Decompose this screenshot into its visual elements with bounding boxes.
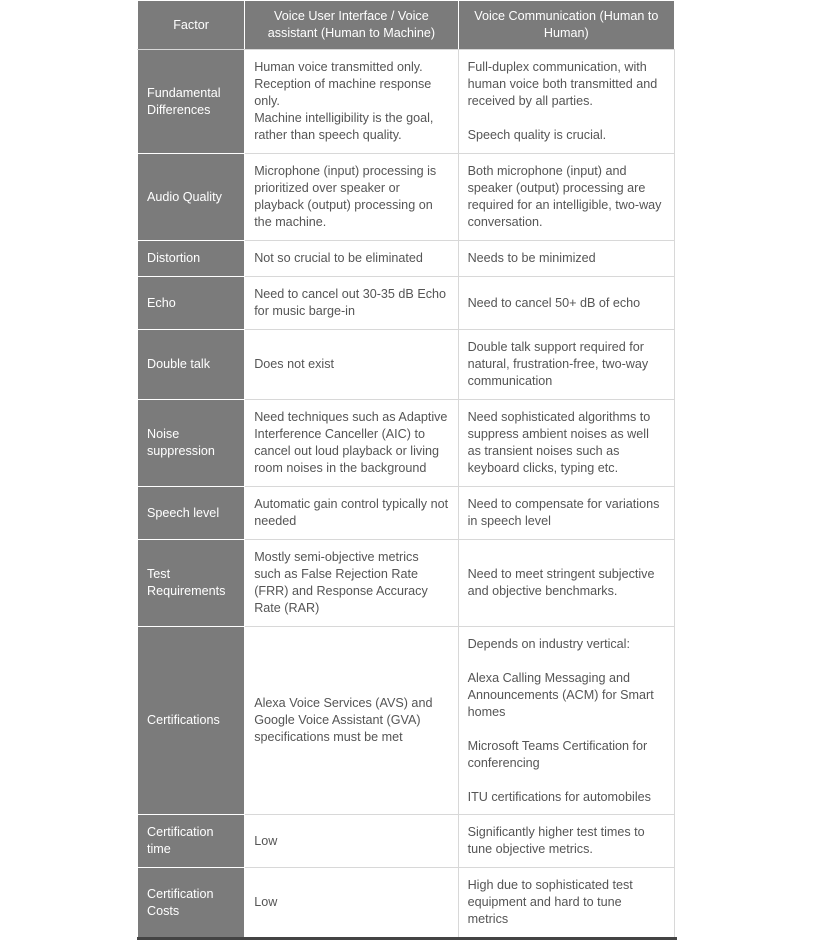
row-vui-cell: Human voice transmitted only. Reception of machine response only. Machine intelligibility is the goal, rather than speech quality. (245, 50, 458, 154)
row-vc-cell: Need to compensate for variations in speech level (458, 487, 674, 540)
row-vui-cell: Alexa Voice Services (AVS) and Google Voice Assistant (GVA) specifications must be met (245, 627, 458, 815)
row-factor: Certifications (138, 627, 245, 815)
row-vc-cell: Need to cancel 50+ dB of echo (458, 277, 674, 330)
row-vc-cell: Full-duplex communication, with human voice both transmitted and received by all parties. Speech quality is crucial. (458, 50, 674, 154)
table-row (138, 400, 675, 487)
table-row (138, 815, 675, 868)
row-vui-cell: Need to cancel out 30-35 dB Echo for music barge-in (245, 277, 458, 330)
row-factor: Noise suppression (138, 400, 245, 487)
row-factor: Audio Quality (138, 154, 245, 241)
row-factor: Fundamental Differences (138, 50, 245, 154)
row-vui-cell: Not so crucial to be eliminated (245, 241, 458, 277)
row-vc-cell: Need to meet stringent subjective and objective benchmarks. (458, 540, 674, 627)
header-voice-communication: Voice Communication (Human to Human) (458, 1, 674, 50)
table-row (138, 627, 675, 815)
table-row (138, 330, 675, 400)
table-row (138, 868, 675, 938)
row-factor: Echo (138, 277, 245, 330)
table-row (138, 50, 675, 154)
row-vc-cell: Depends on industry vertical: Alexa Calling Messaging and Announcements (ACM) for Smart homes Microsoft Teams Certification for conferencing ITU certifications for automobiles (458, 627, 674, 815)
table-header-row (138, 1, 675, 50)
row-vc-cell: Significantly higher test times to tune objective metrics. (458, 815, 674, 868)
row-vc-cell: Double talk support required for natural, frustration-free, two-way communication (458, 330, 674, 400)
row-vc-cell: Need sophisticated algorithms to suppress ambient noises as well as transient noises such as keyboard clicks, typing etc. (458, 400, 674, 487)
row-vui-cell: Microphone (input) processing is prioritized over speaker or playback (output) processing on the machine. (245, 154, 458, 241)
table-row (138, 540, 675, 627)
row-vc-cell: Both microphone (input) and speaker (output) processing are required for an intelligible, two-way conversation. (458, 154, 674, 241)
row-factor: Test Requirements (138, 540, 245, 627)
row-factor: Certification time (138, 815, 245, 868)
table-row (138, 277, 675, 330)
table-row (138, 241, 675, 277)
row-factor: Certification Costs (138, 868, 245, 938)
comparison-table (137, 0, 675, 938)
row-factor: Double talk (138, 330, 245, 400)
row-factor: Distortion (138, 241, 245, 277)
header-voice-user-interface: Voice User Interface / Voice assistant (Human to Machine) (245, 1, 458, 50)
header-factor: Factor (138, 1, 245, 50)
table-row (138, 154, 675, 241)
table-row (138, 487, 675, 540)
row-vui-cell: Mostly semi-objective metrics such as False Rejection Rate (FRR) and Response Accuracy Rate (RAR) (245, 540, 458, 627)
row-vc-cell: Needs to be minimized (458, 241, 674, 277)
row-vui-cell: Low (245, 868, 458, 938)
row-vui-cell: Automatic gain control typically not needed (245, 487, 458, 540)
row-vui-cell: Need techniques such as Adaptive Interference Canceller (AIC) to cancel out loud playback or living room noises in the background (245, 400, 458, 487)
row-vc-cell: High due to sophisticated test equipment and hard to tune metrics (458, 868, 674, 938)
row-factor: Speech level (138, 487, 245, 540)
row-vui-cell: Low (245, 815, 458, 868)
row-vui-cell: Does not exist (245, 330, 458, 400)
